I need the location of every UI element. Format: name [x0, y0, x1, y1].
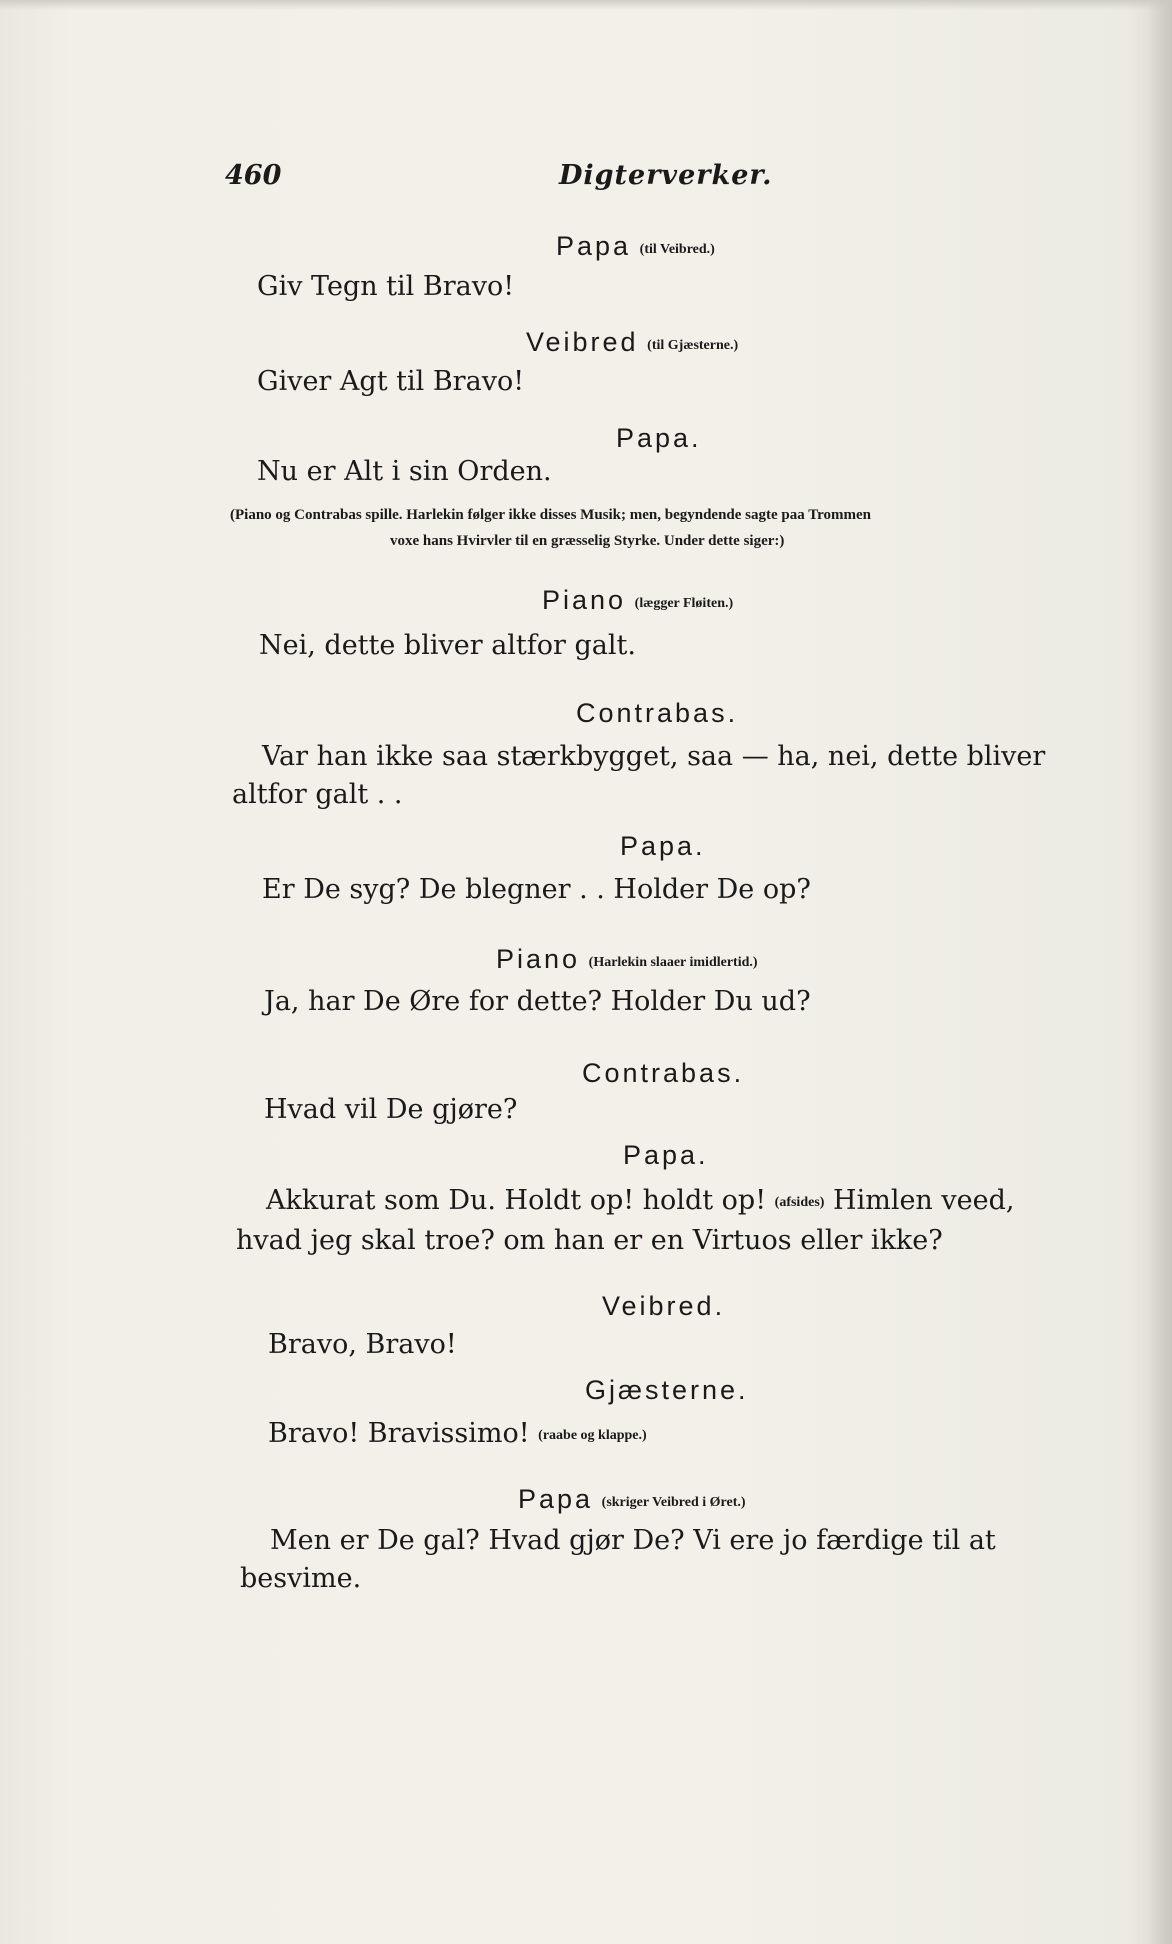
page-number: 460	[225, 160, 282, 191]
speaker-name: Gjæsterne.	[585, 1375, 749, 1405]
speaker-name: Veibred.	[602, 1291, 726, 1321]
dialogue-paragraph	[232, 738, 1084, 814]
dialogue-line: Nu er Alt i sin Orden.	[257, 456, 552, 487]
dialogue-line: Bravo, Bravo!	[268, 1329, 457, 1360]
page-edge-shadow-top	[0, 0, 1172, 10]
speaker-heading	[620, 833, 706, 860]
speaker-heading	[585, 1377, 749, 1404]
stage-direction: (til Gjæsterne.)	[647, 338, 739, 353]
speaker-heading	[542, 587, 733, 614]
dialogue-line: Men er De gal? Hvad gjør De? Vi ere jo færdige til at	[270, 1525, 996, 1556]
dialogue-paragraph	[236, 1182, 1088, 1260]
speaker-heading	[582, 1060, 744, 1087]
speaker-heading	[616, 425, 702, 452]
stage-direction: (afsides)	[774, 1195, 825, 1210]
speaker-heading	[496, 946, 758, 973]
stage-direction: (til Veibred.)	[639, 242, 715, 257]
dialogue-line: Er De syg? De blegner . . Holder De op?	[262, 874, 811, 905]
dialogue-line: Var han ikke saa stærkbygget, saa — ha, nei, dette bliver	[262, 741, 1046, 772]
speaker-name: Papa.	[620, 831, 706, 861]
stage-direction: (raabe og klappe.)	[538, 1428, 647, 1443]
dialogue-line: besvime.	[240, 1563, 362, 1594]
dialogue-line: altfor galt . .	[232, 779, 403, 810]
speaker-heading	[526, 329, 738, 356]
speaker-heading	[518, 1486, 746, 1513]
speaker-name: Papa.	[623, 1140, 709, 1170]
dialogue-paragraph	[240, 1522, 1092, 1598]
speaker-name: Piano	[496, 944, 581, 974]
speaker-heading	[556, 233, 715, 260]
speaker-name: Contrabas.	[576, 698, 739, 728]
speaker-heading	[576, 700, 738, 727]
speaker-name: Papa.	[616, 423, 702, 453]
stage-direction: (skriger Veibred i Øret.)	[601, 1495, 746, 1510]
speaker-heading	[623, 1142, 709, 1169]
page-edge-shadow-right	[1148, 0, 1172, 1944]
speaker-name: Piano	[542, 585, 627, 615]
speaker-name: Veibred	[526, 327, 639, 357]
dialogue-line: Akkurat som Du. Holdt op! holdt op!	[266, 1185, 767, 1216]
dialogue-line: Himlen veed,	[833, 1185, 1015, 1216]
speaker-name: Papa	[556, 231, 632, 261]
dialogue-line: hvad jeg skal troe? om han er en Virtuos eller ikke?	[236, 1225, 943, 1256]
stage-direction: (lægger Fløiten.)	[634, 596, 734, 611]
dialogue-line: Hvad vil De gjøre?	[264, 1094, 518, 1125]
dialogue-line: Ja, har De Øre for dette? Holder Du ud?	[264, 986, 811, 1017]
dialogue-line	[268, 1420, 647, 1447]
dialogue-line: Nei, dette bliver altfor galt.	[259, 630, 636, 661]
dialogue-line: Giver Agt til Bravo!	[257, 366, 525, 397]
stage-direction-line: voxe hans Hvirvler til en græsselig Styrke. Under dette siger:)	[390, 533, 785, 549]
speaker-name: Contrabas.	[582, 1058, 745, 1088]
dialogue-text: Bravo! Bravissimo!	[268, 1418, 530, 1449]
running-title: Digterverker.	[559, 160, 773, 191]
speaker-heading	[602, 1293, 725, 1320]
stage-direction-line: (Piano og Contrabas spille. Harlekin følger ikke disses Musik; men, begyndende sagte paa Trommen	[230, 507, 872, 523]
speaker-name: Papa	[518, 1484, 594, 1514]
stage-direction: (Harlekin slaaer imidlertid.)	[588, 955, 758, 970]
dialogue-line: Giv Tegn til Bravo!	[257, 271, 515, 302]
page-header	[225, 160, 985, 200]
